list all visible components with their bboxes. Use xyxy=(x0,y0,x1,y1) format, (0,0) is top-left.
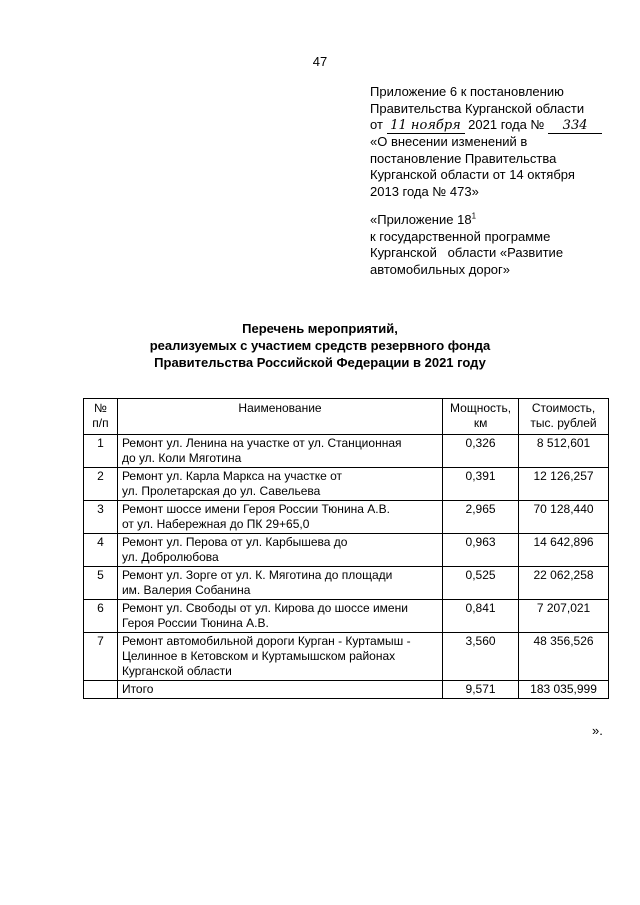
row-capacity: 0,326 xyxy=(443,435,519,468)
row-cost: 7 207,021 xyxy=(519,600,609,633)
table-total-row xyxy=(84,681,609,699)
appendix-header xyxy=(370,84,620,200)
appendix-line: Курганской области от 14 октября xyxy=(370,167,575,182)
appendix-date-line xyxy=(370,117,620,134)
table-row xyxy=(84,501,609,534)
appendix-line: постановление Правительства xyxy=(370,150,557,166)
row-cost: 48 356,526 xyxy=(519,633,609,681)
appendix-line: «О внесении изменений в xyxy=(370,134,528,149)
table-row xyxy=(84,600,609,633)
row-cost: 22 062,258 xyxy=(519,567,609,600)
row-name: Ремонт ул. Зорге от ул. К. Мяготина до площади им. Валерия Собанина xyxy=(117,567,442,600)
row-num: 3 xyxy=(84,501,118,534)
header-num: № п/п xyxy=(84,399,118,435)
appendix-program-line xyxy=(370,212,620,229)
row-capacity: 0,525 xyxy=(443,567,519,600)
total-capacity: 9,571 xyxy=(443,681,519,699)
page-number: 47 xyxy=(312,54,328,69)
table-row xyxy=(84,534,609,567)
row-cost: 14 642,896 xyxy=(519,534,609,567)
year-text: 2021 года № xyxy=(468,117,545,132)
table-row xyxy=(84,435,609,468)
row-num: 6 xyxy=(84,600,118,633)
appendix-program-prefix: «Приложение 18 xyxy=(370,212,472,227)
header-cost: Стоимость, тыс. рублей xyxy=(519,399,609,435)
title-line: реализуемых с участием средств резервного фонда xyxy=(149,338,491,353)
row-num: 2 xyxy=(84,468,118,501)
total-num xyxy=(84,681,118,699)
header-name: Наименование xyxy=(117,399,442,435)
row-num: 7 xyxy=(84,633,118,681)
row-capacity: 0,391 xyxy=(443,468,519,501)
row-num: 5 xyxy=(84,567,118,600)
appendix-line: 2013 года № 473» xyxy=(370,183,479,199)
row-name: Ремонт шоссе имени Героя России Тюнина А.В. от ул. Набережная до ПК 29+65,0 xyxy=(117,501,442,534)
row-name: Ремонт ул. Свободы от ул. Кирова до шоссе имени Героя России Тюнина А.В. xyxy=(117,600,442,633)
closing-quote: ». xyxy=(592,723,603,738)
row-num: 1 xyxy=(84,435,118,468)
row-cost: 12 126,257 xyxy=(519,468,609,501)
table-header-row xyxy=(84,399,609,435)
row-cost: 70 128,440 xyxy=(519,501,609,534)
header-capacity: Мощность, км xyxy=(443,399,519,435)
row-num: 4 xyxy=(84,534,118,567)
table-row xyxy=(84,468,609,501)
row-capacity: 0,963 xyxy=(443,534,519,567)
document-title xyxy=(0,320,640,371)
row-name: Ремонт ул. Карла Маркса на участке от ул. Пролетарская до ул. Савельева xyxy=(117,468,442,501)
total-label: Итого xyxy=(117,681,442,699)
table-row xyxy=(84,633,609,681)
total-cost: 183 035,999 xyxy=(519,681,609,699)
appendix-program-line: к государственной программе xyxy=(370,228,551,244)
title-line: Правительства Российской Федерации в 2021 году xyxy=(154,355,486,370)
appendix-program xyxy=(370,212,620,278)
row-capacity: 2,965 xyxy=(443,501,519,534)
row-capacity: 0,841 xyxy=(443,600,519,633)
appendix-program-line: автомобильных дорог» xyxy=(370,261,511,277)
handwritten-number: 334 xyxy=(548,119,602,134)
row-cost: 8 512,601 xyxy=(519,435,609,468)
row-name: Ремонт ул. Ленина на участке от ул. Станционная до ул. Коли Мяготина xyxy=(117,435,442,468)
appendix-line: Приложение 6 к постановлению xyxy=(370,84,564,99)
superscript: 1 xyxy=(471,211,477,221)
appendix-line: Правительства Курганской области xyxy=(370,100,585,116)
row-name: Ремонт автомобильной дороги Курган - Куртамыш - Целинное в Кетовском и Куртамышском районах Курганской области xyxy=(117,633,442,681)
row-name: Ремонт ул. Перова от ул. Карбышева до ул. Добролюбова xyxy=(117,534,442,567)
from-label: от xyxy=(370,117,383,132)
appendix-program-line: Курганской области «Развитие xyxy=(370,245,564,260)
handwritten-date: 11 ноября xyxy=(387,119,465,134)
title-line: Перечень мероприятий, xyxy=(242,321,398,336)
table-row xyxy=(84,567,609,600)
activities-table xyxy=(83,398,609,699)
row-capacity: 3,560 xyxy=(443,633,519,681)
